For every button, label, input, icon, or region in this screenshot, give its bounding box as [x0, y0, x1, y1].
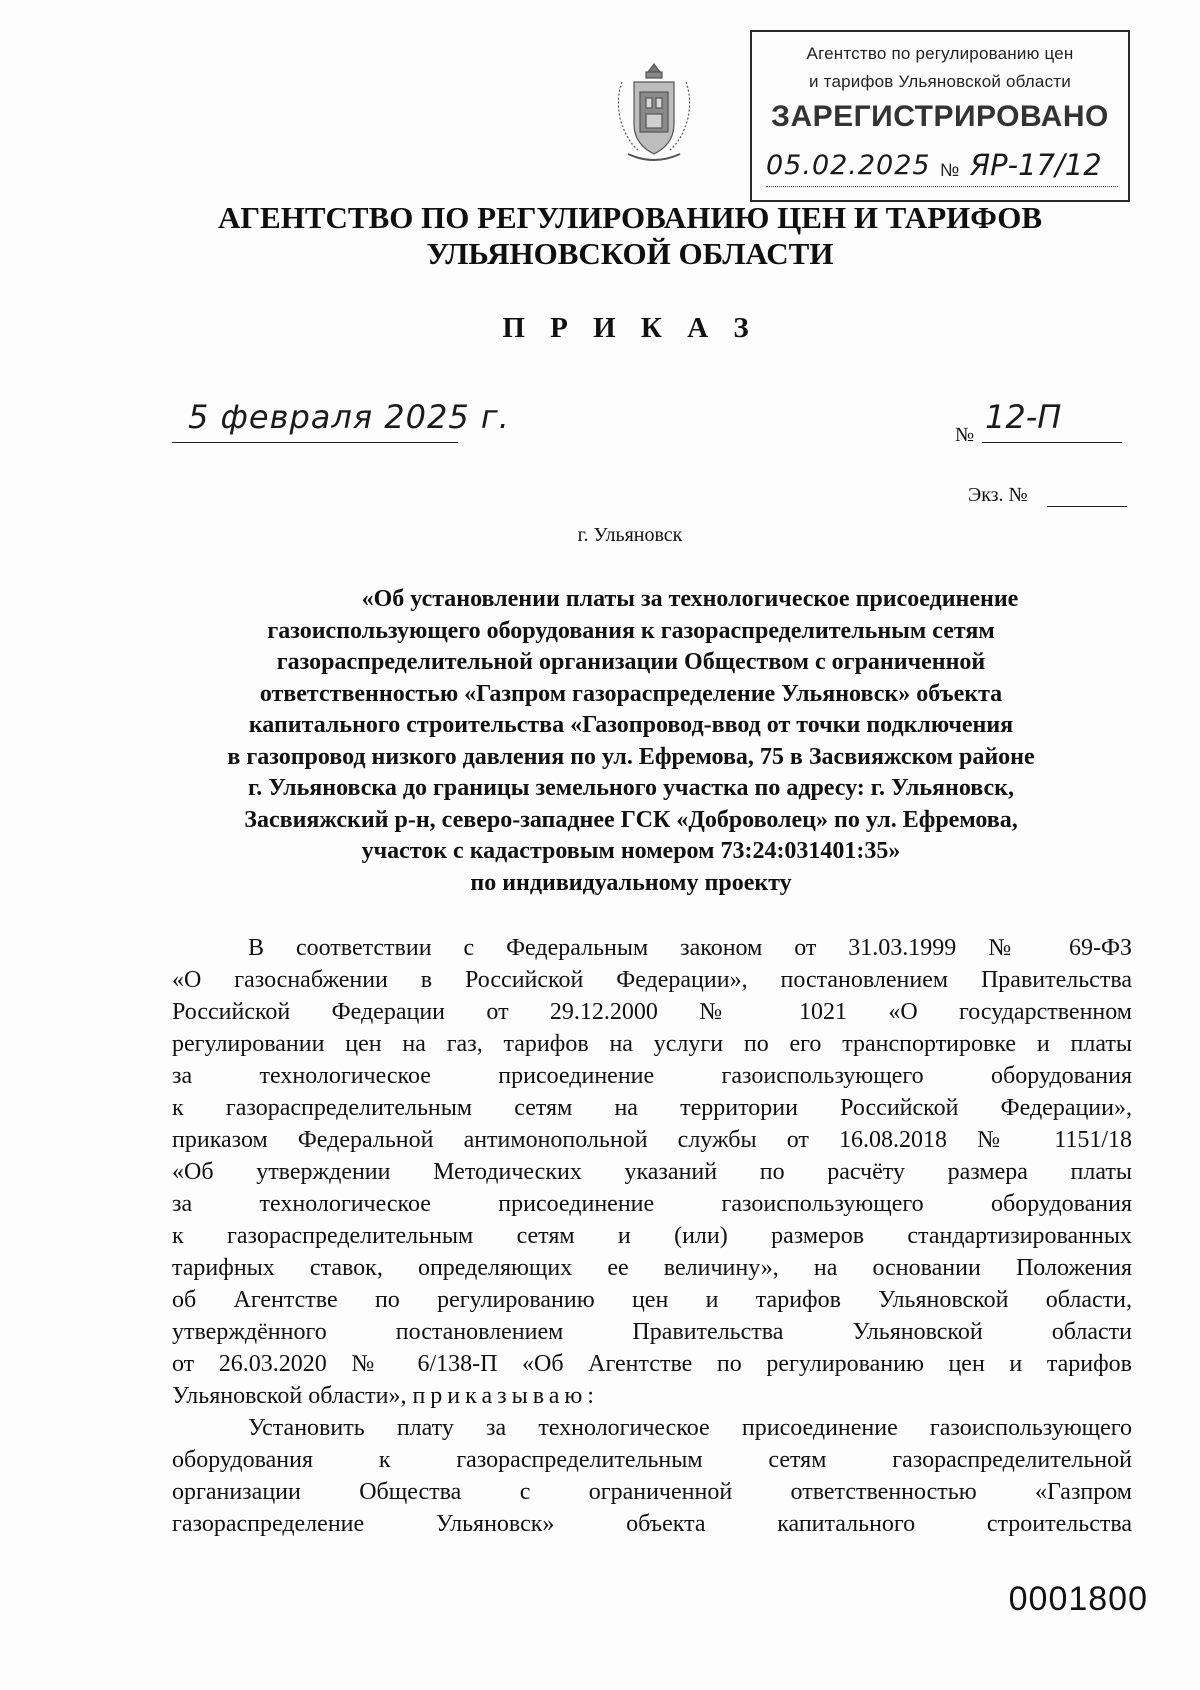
form-serial-number: 0001800: [1008, 1580, 1148, 1618]
city-line: г. Ульяновск: [577, 524, 683, 546]
order-subject: [150, 584, 1112, 899]
subject-line: газоиспользующего оборудования к газораспределительным сетям: [267, 617, 995, 644]
body-line: регулировании цен на газ, тарифов на услуги по его транспортировке и платы: [172, 1031, 1132, 1057]
subject-line: по индивидуальному проекту: [470, 869, 792, 896]
order-verb-spaced: приказываю:: [412, 1383, 599, 1409]
body-line: от 26.03.2020 № 6/138-П «Об Агентстве по регулированию цен и тарифов: [172, 1351, 1132, 1377]
order-body: [172, 932, 1132, 1540]
stamp-agency-line2: и тарифов Ульяновской области: [809, 72, 1071, 91]
subject-line: г. Ульяновска до границы земельного участка по адресу: г. Ульяновск,: [248, 775, 1014, 801]
body-line: тарифных ставок, определяющих ее величину», на основании Положения: [172, 1255, 1132, 1281]
body-line: за технологическое присоединение газоиспользующего оборудования: [172, 1063, 1132, 1089]
number-underline: [982, 442, 1122, 443]
order-number-label: №: [955, 424, 975, 446]
body-line: к газораспределительным сетям и (или) размеров стандартизированных: [172, 1223, 1132, 1249]
body-line: газораспределение Ульяновск» объекта капитального строительства: [172, 1511, 1132, 1537]
stamp-number-sign: №: [940, 160, 960, 180]
coat-of-arms-emblem: [608, 58, 700, 168]
stamp-agency-line1: Агентство по регулированию цен: [806, 44, 1074, 63]
stamp-baseline: [766, 186, 1118, 187]
body-line: [172, 1380, 1132, 1412]
body-line: Российской Федерации от 29.12.2000 № 1021 «О государственном: [172, 999, 1132, 1025]
body-line: оборудования к газораспределительным сетям газораспределительной: [172, 1447, 1132, 1473]
body-line: за технологическое присоединение газоиспользующего оборудования: [172, 1191, 1132, 1217]
subject-line: газораспределительной организации Обществом с ограниченной: [276, 649, 986, 675]
body-last-prefix: Ульяновской области»,: [172, 1383, 407, 1409]
stamp-handwritten-number: ЯР-17/12: [970, 148, 1102, 182]
body-line: «Об утверждении Методических указаний по расчёту размера платы: [172, 1159, 1132, 1185]
body-line: приказом Федеральной антимонопольной службы от 16.08.2018 № 1151/18: [172, 1127, 1132, 1153]
subject-line: ответственностью «Газпром газораспределение Ульяновск» объекта: [259, 680, 1003, 707]
stamp-handwritten-date: 05.02.2025: [766, 150, 931, 181]
registration-stamp: [750, 30, 1130, 202]
body-line: утверждённого постановлением Правительства Ульяновской области: [172, 1319, 1132, 1345]
subject-line: капитального строительства «Газопровод-ввод от точки подключения: [248, 712, 1014, 738]
agency-title-line1: АГЕНТСТВО ПО РЕГУЛИРОВАНИЮ ЦЕН И ТАРИФОВ: [217, 200, 1043, 235]
subject-line: Засвияжский р-н, северо-западнее ГСК «Доброволец» по ул. Ефремова,: [244, 806, 1018, 833]
date-underline: [172, 442, 458, 443]
order-number-handwritten: 12-П: [985, 398, 1062, 436]
body-line: к газораспределительным сетям на территории Российской Федерации»,: [172, 1095, 1132, 1121]
subject-line: «Об установлении платы за технологическое присоединение: [361, 586, 1019, 612]
order-date-handwritten: 5 февраля 2025 г.: [188, 398, 510, 436]
subject-line: в газопровод низкого давления по ул. Ефремова, 75 в Засвияжском районе: [227, 743, 1035, 770]
stamp-registered-label: ЗАРЕГИСТРИРОВАНО: [771, 100, 1109, 133]
body-line: Установить плату за технологическое присоединение газоиспользующего: [248, 1415, 1132, 1441]
body-line: об Агентстве по регулированию цен и тарифов Ульяновской области,: [172, 1287, 1132, 1313]
body-line: В соответствии с Федеральным законом от 31.03.1999 № 69-ФЗ: [248, 935, 1132, 961]
document-type-title: П Р И К А З: [502, 312, 758, 344]
copy-number-label: Экз. №: [968, 484, 1028, 506]
subject-line: участок с кадастровым номером 73:24:031401:35»: [361, 838, 901, 864]
body-line: организации Общества с ограниченной ответственностью «Газпром: [172, 1479, 1132, 1505]
copy-number-blank: [1047, 506, 1127, 507]
agency-title-line2: УЛЬЯНОВСКОЙ ОБЛАСТИ: [426, 236, 834, 271]
body-line: «О газоснабжении в Российской Федерации», постановлением Правительства: [172, 967, 1132, 993]
